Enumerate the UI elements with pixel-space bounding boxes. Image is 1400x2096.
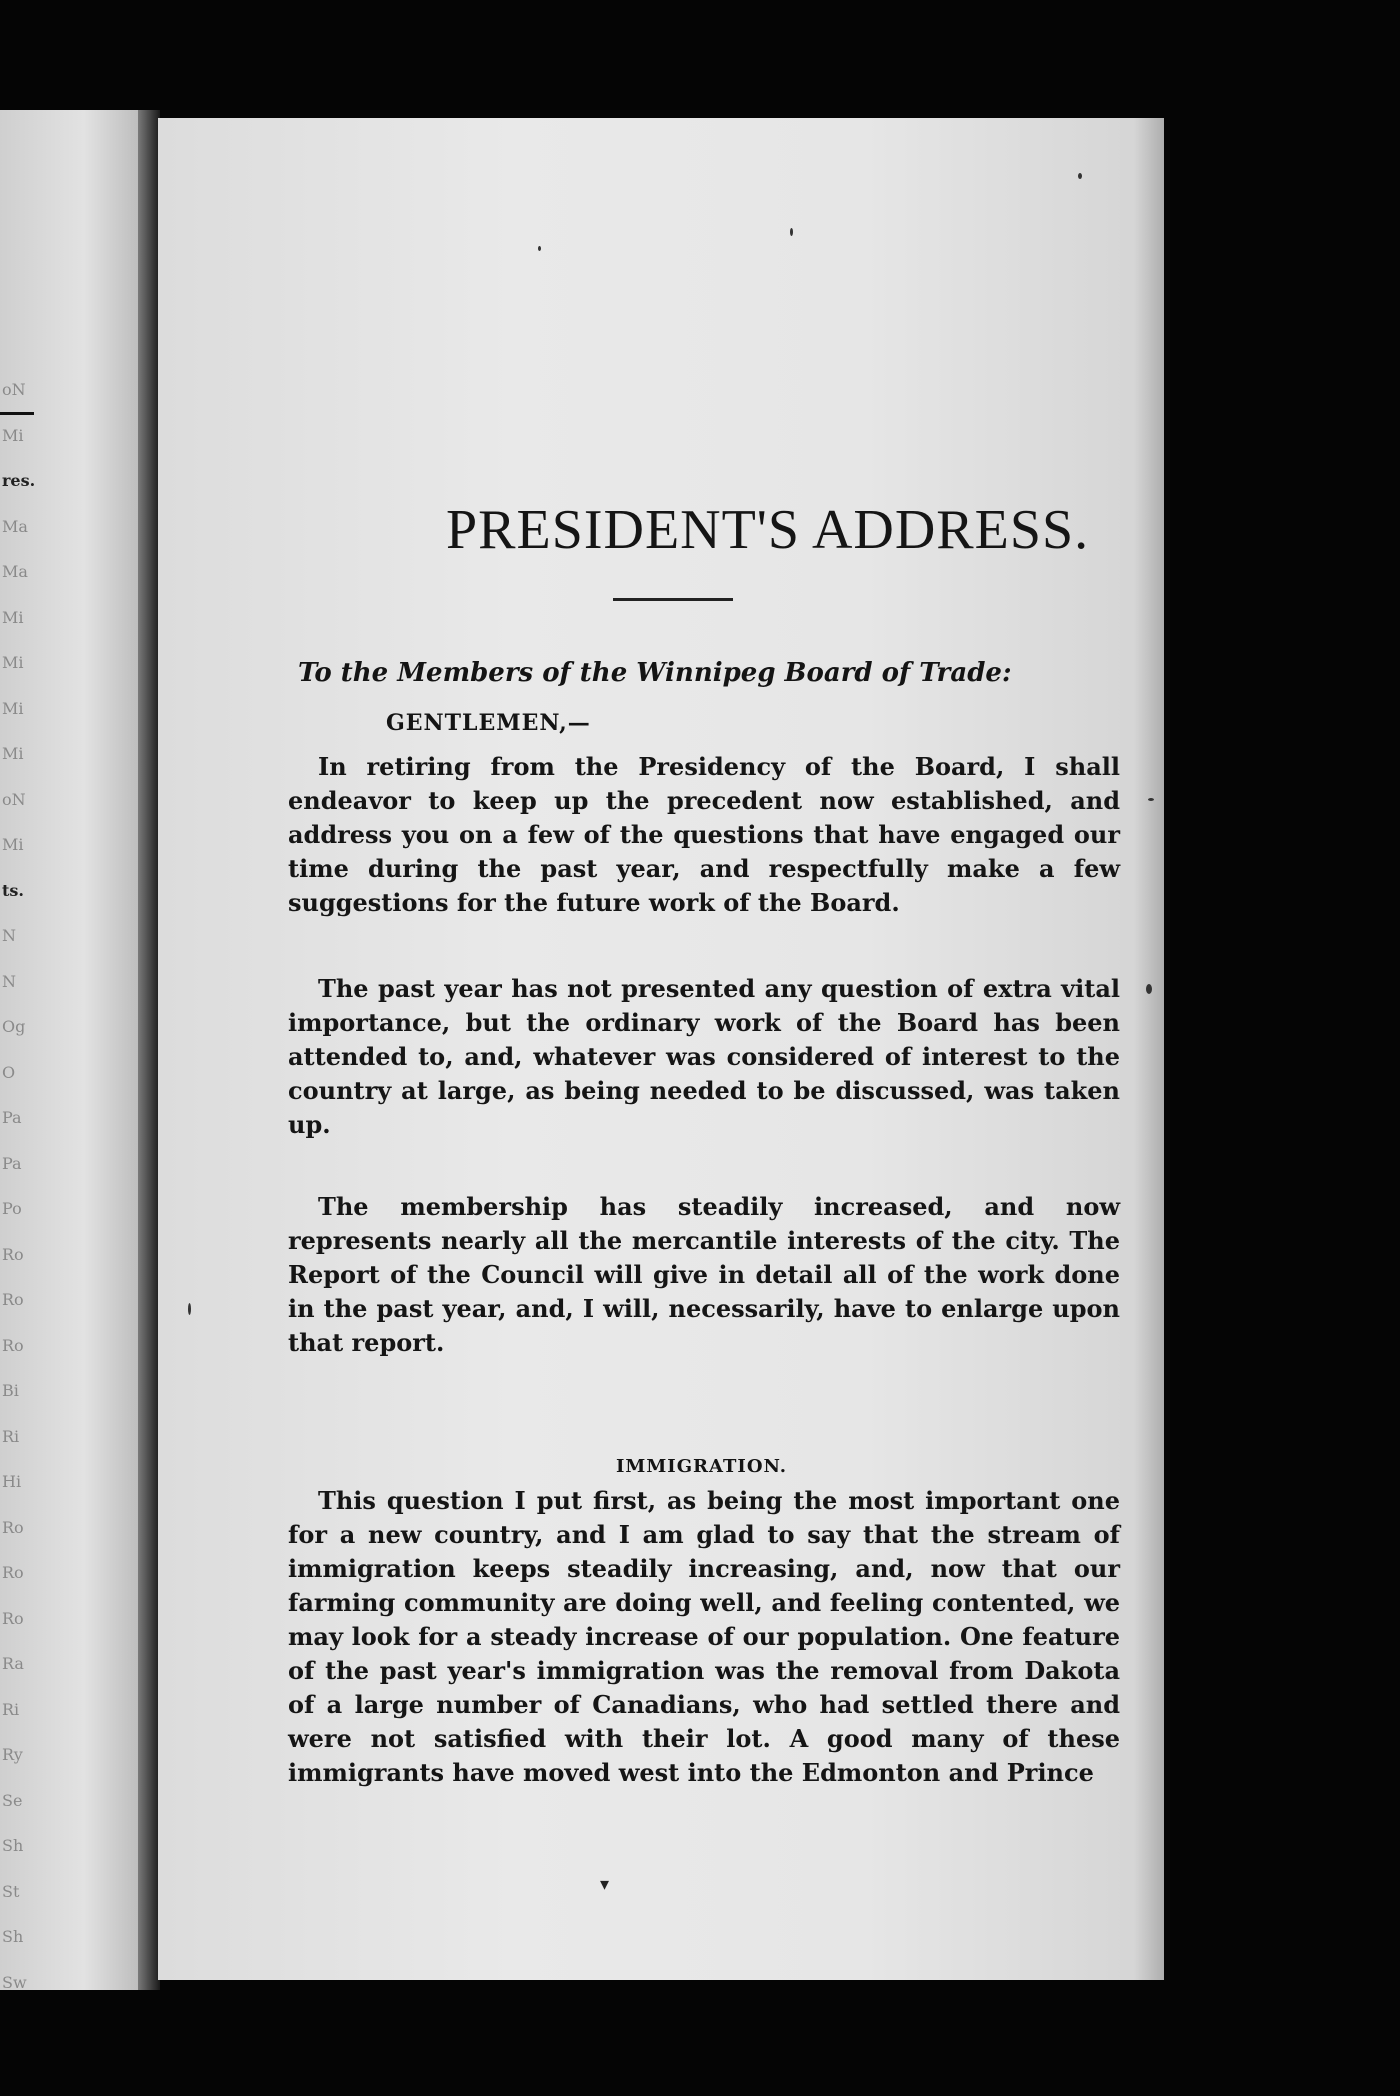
adjacent-page-fragment: N [2,926,16,945]
adjacent-page-fragment: oN [2,789,26,809]
adjacent-page-fragment: St [2,1881,20,1901]
adjacent-page-strip [0,110,140,1990]
folio-mark: ▾ [600,1874,610,1895]
adjacent-page-fragment: Sh [2,1927,24,1946]
adjacent-page-fragment: N [2,971,16,991]
title-divider [613,598,733,601]
greeting: GENTLEMEN,— [386,710,591,736]
adjacent-page-fragment: Mi [2,425,24,445]
adjacent-page-fragment: Ry [2,1745,23,1764]
adjacent-page-fragment: Sh [2,1836,24,1855]
adjacent-page-fragment: Mi [2,607,24,627]
adjacent-page-fragment: Bi [2,1381,19,1400]
adjacent-page-fragment: Mi [2,653,24,672]
paragraph-3: The membership has steadily increased, and now represents nearly all the mercantile interests of the city. The Report of the Council will give in detail all of the work done in the past year, and, I will, necessarily, have to enlarge upon that report. [288,1192,1120,1357]
adjacent-page-fragment: Pa [2,1108,22,1127]
adjacent-page-fragment: Mi [2,835,24,854]
adjacent-page-fragment: Po [2,1199,22,1218]
adjacent-page-fragment: Ro [2,1608,24,1628]
adjacent-page-fragment: O [2,1062,16,1082]
adjacent-page-fragment: res. [2,471,36,490]
adjacent-page-fragment: Og [2,1017,26,1036]
adjacent-page-fragment: Ma [2,562,28,581]
adjacent-page-fragment: Se [2,1790,23,1810]
book-gutter [138,110,160,1990]
page-title: PRESIDENT'S ADDRESS. [446,499,1090,561]
adjacent-page-fragment: Ra [2,1654,24,1673]
adjacent-page-fragment: Ma [2,516,28,536]
section-heading: IMMIGRATION. [616,1456,788,1477]
adjacent-page-fragment: ts. [2,880,24,900]
document-page [158,118,1164,1980]
adjacent-page-fragment: Ro [2,1335,24,1355]
paragraph-1: In retiring from the Presidency of the Board, I shall endeavor to keep up the precedent now established, and address you on a few of the questions that have engaged our time during the past year, and respectfully make a few suggestions for the future work of the Board. [288,752,1120,917]
adjacent-page-fragment: Ro [2,1563,24,1582]
adjacent-page-fragment: Mi [2,698,24,718]
salutation: To the Members of the Winnipeg Board of Trade: [298,658,1012,688]
section-paragraph: This question I put first, as being the most important one for a new country, and I am glad to say that the stream of immigration keeps steadily increasing, and, now that our farming community are doing well, and feeling contented, we may look for a steady increase of our population. One feature of the past year's immigration was the removal from Dakota of a large number of Canadians, who had settled there and were not satisfied with their lot. A good many of these immigrants have moved west into the Edmonton and Prince [288,1486,1120,1787]
adjacent-page-rule [0,412,34,415]
adjacent-page-fragment: Pa [2,1153,22,1173]
adjacent-page-fragment: oN [2,380,26,399]
adjacent-page-fragment: Hi [2,1472,22,1491]
adjacent-page-fragment: Ro [2,1517,24,1537]
adjacent-page-fragment: Ro [2,1290,24,1309]
paragraph-2: The past year has not presented any question of extra vital importance, but the ordinary work of the Board has been attended to, and, whatever was considered of interest to the country at large, as being needed to be discussed, was taken up. [288,974,1120,1139]
adjacent-page-fragment: Ro [2,1244,24,1264]
adjacent-page-fragment: Ri [2,1426,20,1446]
adjacent-page-fragment: Mi [2,744,24,763]
adjacent-page-fragment: Ri [2,1699,20,1719]
adjacent-page-fragment: Sw [2,1972,27,1990]
